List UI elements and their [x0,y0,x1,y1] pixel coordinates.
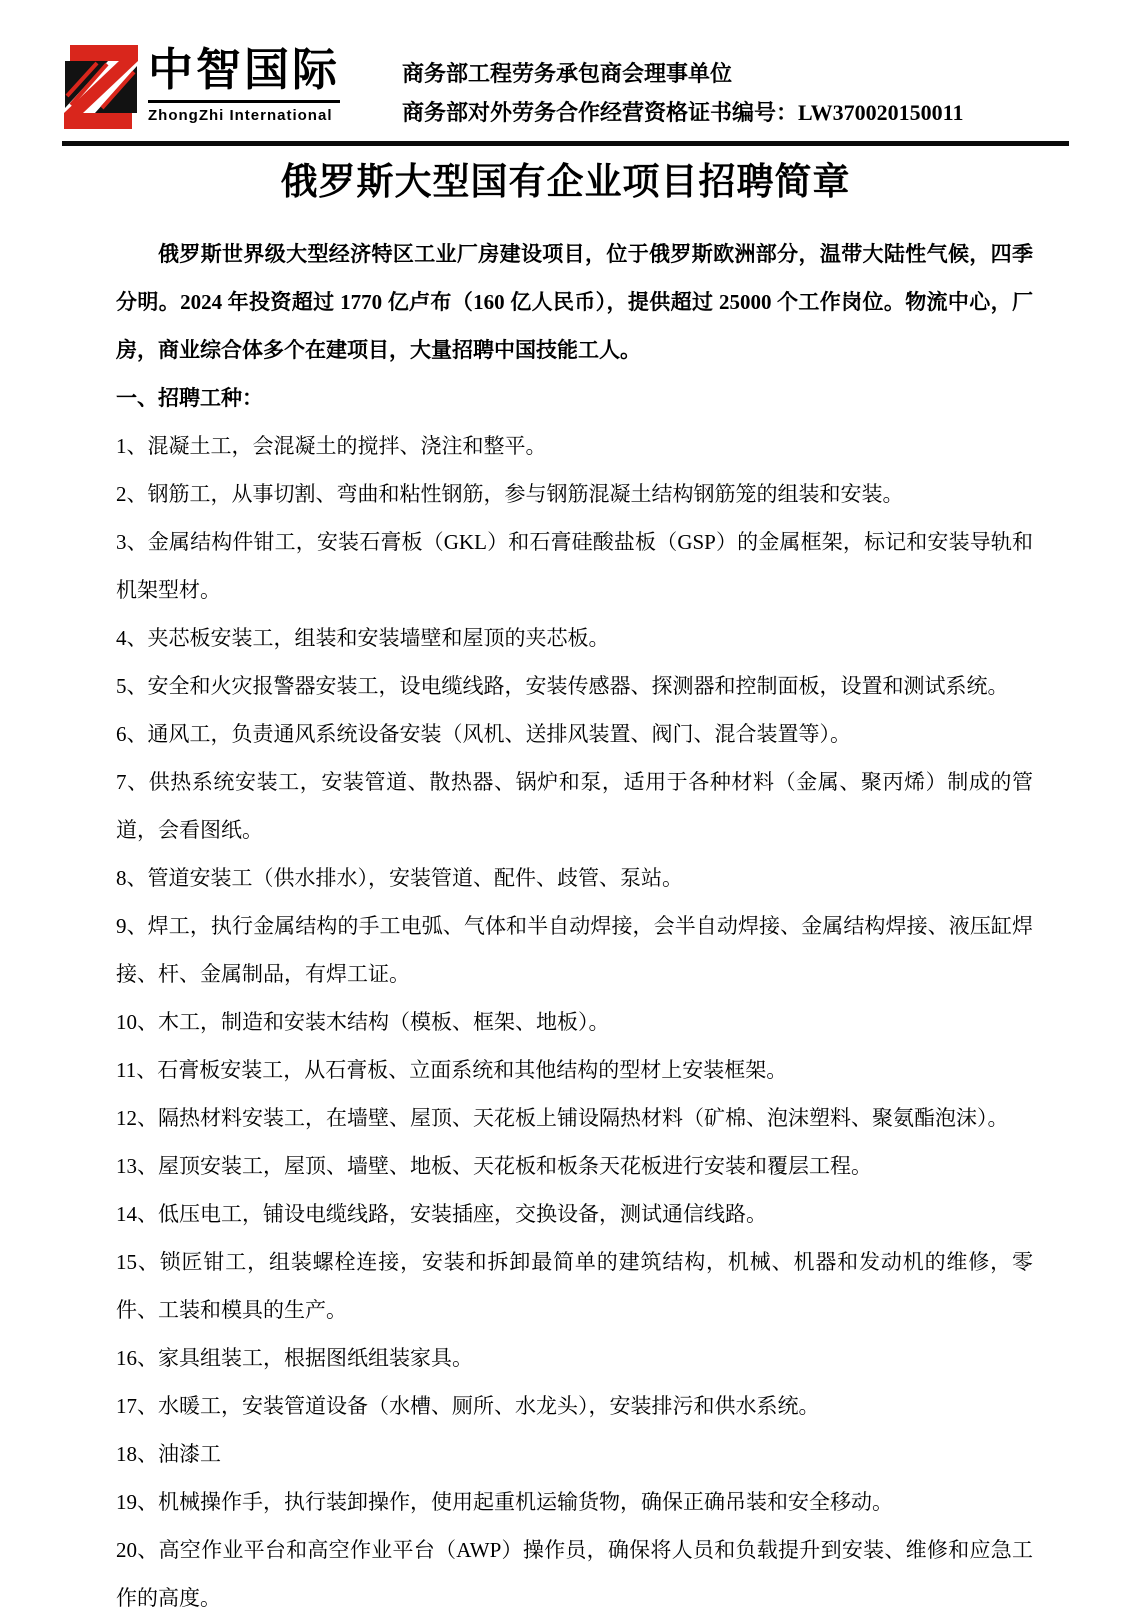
section-heading: 一、招聘工种： [116,385,263,410]
job-item: 10、木工，制造和安装木结构（模板、框架、地板）。 [116,1009,610,1034]
job-item: 9、焊工，执行金属结构的手工电弧、气体和半自动焊接，会半自动焊接、金属结构焊接、液压缸焊接、杆、金属制品，有焊工证。 [116,913,1033,986]
page-title: 俄罗斯大型国有企业项目招聘简章 [280,162,851,203]
job-item: 6、通风工，负责通风系统设备安装（风机、送排风装置、阀门、混合装置等）。 [116,721,851,746]
job-item: 2、钢筋工，从事切割、弯曲和粘性钢筋，参与钢筋混凝土结构钢筋笼的组装和安装。 [116,481,904,506]
company-logo [62,44,340,130]
job-item: 13、屋顶安装工，屋顶、墙壁、地板、天花板和板条天花板进行安装和覆层工程。 [116,1153,872,1178]
brand-name-en: ZhongZhi International [148,100,340,124]
job-item: 11、石膏板安装工，从石膏板、立面系统和其他结构的型材上安装框架。 [116,1057,788,1082]
credentials-block [402,44,963,132]
brand-name-cn: 中智国际 [148,44,341,95]
job-item: 1、混凝土工，会混凝土的搅拌、浇注和整平。 [116,433,547,458]
header-divider [62,141,1069,146]
job-item: 4、夹芯板安装工，组装和安装墙壁和屋顶的夹芯板。 [116,625,610,650]
letterhead [62,44,1069,132]
job-item: 17、水暖工，安装管道设备（水槽、厕所、水龙头），安装排污和供水系统。 [116,1393,820,1418]
document-body [62,230,1069,1622]
credential-line-2: 商务部对外劳务合作经营资格证书编号：LW370020150011 [402,100,964,125]
job-item: 5、安全和火灾报警器安装工，设电缆线路，安装传感器、探测器和控制面板，设置和测试系统。 [116,673,1009,698]
job-item: 16、家具组装工，根据图纸组装家具。 [116,1345,473,1370]
job-item: 19、机械操作手，执行装卸操作，使用起重机运输货物，确保正确吊装和安全移动。 [116,1489,893,1514]
job-item: 12、隔热材料安装工，在墙壁、屋顶、天花板上铺设隔热材料（矿棉、泡沫塑料、聚氨酯泡沫）。 [116,1105,1009,1130]
zhongzhi-z-logo-icon [62,44,140,130]
job-item: 18、油漆工 [116,1441,221,1466]
job-item: 15、锁匠钳工，组装螺栓连接，安装和拆卸最简单的建筑结构，机械、机器和发动机的维修，零件、工装和模具的生产。 [116,1249,1033,1322]
job-item: 8、管道安装工（供水排水），安装管道、配件、歧管、泵站。 [116,865,683,890]
intro-paragraph: 俄罗斯世界级大型经济特区工业厂房建设项目，位于俄罗斯欧洲部分，温带大陆性气候，四季分明。2024 年投资超过 1770 亿卢布（160 亿人民币），提供超过 25000 个工作岗位。物流中心，厂房，商业综合体多个在建项目，大量招聘中国技能工人。 [116,241,1033,362]
job-item: 20、高空作业平台和高空作业平台（AWP）操作员，确保将人员和负载提升到安装、维修和应急工作的高度。 [116,1537,1033,1610]
credential-line-1: 商务部工程劳务承包商会理事单位 [402,61,733,86]
job-item: 14、低压电工，铺设电缆线路，安装插座，交换设备，测试通信线路。 [116,1201,767,1226]
brand-text [148,44,340,124]
job-item: 7、供热系统安装工，安装管道、散热器、锅炉和泵，适用于各种材料（金属、聚丙烯）制成的管道，会看图纸。 [116,769,1033,842]
job-item: 3、金属结构件钳工，安装石膏板（GKL）和石膏硅酸盐板（GSP）的金属框架，标记和安装导轨和机架型材。 [116,529,1033,602]
